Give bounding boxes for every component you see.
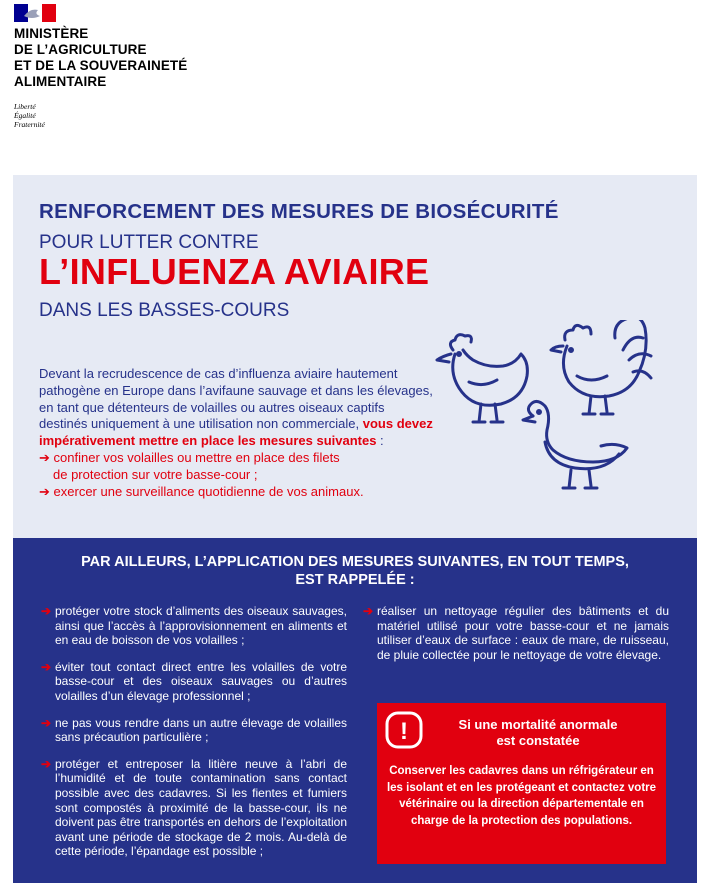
measures-section [13,538,697,883]
title-line-4: DANS LES BASSES-COURS [39,300,290,321]
hen-icon [437,335,527,422]
measures-left-column [41,604,347,871]
measures-title-line: PAR AILLEURS, L’APPLICATION DES MESURES SUIVANTES, EN TOUT TEMPS, [81,554,629,570]
arrow-icon: ➔ [41,715,52,730]
measure-text: réaliser un nettoyage régulier des bâtiments et du matériel utilisé pour votre basse-cour et ne jamais utiliser d’eaux de surface : eaux de mare, de ruisseau, de pluie collectée pour le nettoyage de votre élevage. [377,604,669,662]
measure-text: éviter tout contact direct entre les volailles de votre basse-cour et des oiseaux sauvages ou d’autres volailles d’un élevage professionnel ; [55,659,347,703]
ministry-line: DE L’AGRICULTURE [14,42,147,57]
intro-bullet [39,450,434,467]
arrow-icon: ➔ [41,604,52,618]
measure-text: ne pas vous rendre dans un autre élevage de volailles sans précaution particulière ; [55,715,347,745]
intro-panel [13,175,697,538]
measure-item [363,604,669,662]
ministry-line: MINISTÈRE [14,26,89,41]
bullet-text: confiner vos volailles ou mettre en place des filets [53,449,340,465]
marianne-flag-icon [14,4,56,22]
ministry-line: ALIMENTAIRE [14,74,107,89]
warning-glyph: ! [400,718,408,745]
ministry-name [14,26,187,90]
intro-colon: : [376,433,384,449]
ministry-line: ET DE LA SOUVERAINETÉ [14,58,188,73]
alert-title [423,717,653,749]
arrow-icon: ➔ [41,659,52,674]
poultry-illustration-icon [433,320,688,505]
title-line-1: RENFORCEMENT DES MESURES DE BIOSÉCURITÉ [39,200,559,223]
rooster-icon [551,320,651,414]
intro-text: Devant la recrudescence de cas d’influenza aviaire hautement pathogène en Europe dans l’avifaune sauvage et dans les élevages, en tant que détenteurs de volailles ou autres oiseaux captifs destinés uniquement à une utilisation non commerciale, [39,366,433,432]
mortality-alert-box [377,703,666,864]
warning-icon [385,711,423,749]
republic-motto [14,102,45,129]
intro-bullet [39,484,434,501]
motto-line: Égalité [14,111,36,120]
intro-paragraph [39,366,434,500]
title-main: L’INFLUENZA AVIAIRE [39,251,430,292]
measure-item [41,757,347,859]
alert-title-line: Si une mortalité anormale [458,717,618,732]
arrow-icon: ➔ [39,483,50,499]
arrow-icon: ➔ [363,604,374,618]
measures-title [13,553,697,589]
arrow-icon: ➔ [39,449,50,465]
alert-title-line: est constatée [496,733,580,748]
intro-emphasis: vous devez impérativement mettre en place les mesures suivantes [39,416,433,449]
measure-item [41,604,347,648]
title-line-2: POUR LUTTER CONTRE [39,232,259,253]
measure-text: protéger et entreposer la litière neuve à l’abri de l’humidité et de toute contamination sans contact possible avec des cadavres. Si les fientes et fumiers sont compostés à proximité de la basse-cour, ils ne doivent pas être transportés en dehors de l’exploitation avant une période de stockage de 2 mois. Au-delà de cette période, l’épandage est possible ; [55,756,347,859]
measures-title-line: EST RAPPELÉE : [295,572,415,588]
alert-body: Conserver les cadavres dans un réfrigérateur en les isolant et en les protégeant et contactez votre vétérinaire ou la direction départementale en charge de la protection des populations. [386,765,657,827]
measure-item [41,660,347,704]
measures-right-column [363,604,669,674]
motto-line: Fraternité [14,120,45,129]
intro-bullet-continuation: de protection sur votre basse-cour ; [53,466,258,482]
measure-item [41,716,347,745]
motto-line: Liberté [14,102,36,111]
bullet-text: exercer une surveillance quotidienne de vos animaux. [53,483,364,499]
arrow-icon: ➔ [41,756,52,771]
measure-text: protéger votre stock d’aliments des oiseaux sauvages, ainsi que l’accès à l’approvisionnement en aliments et en eau de boisson de vos volailles ; [55,604,347,648]
